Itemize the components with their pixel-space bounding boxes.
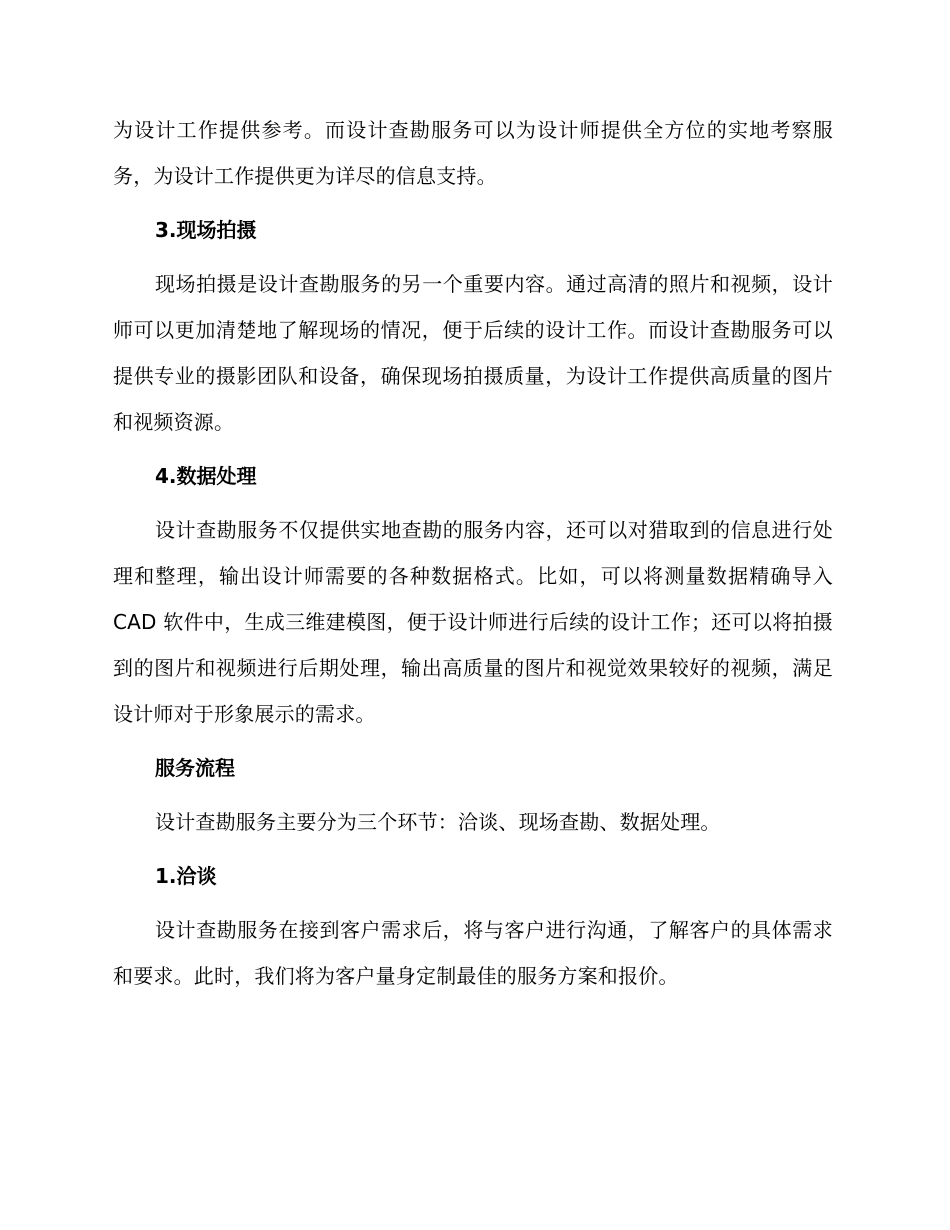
heading-on-site-photography: 3.现场拍摄 <box>155 218 257 242</box>
paragraph-negotiation: 设计查勘服务在接到客户需求后，将与客户进行沟通，了解客户的具体需求和要求。此时，我们将为客户量身定制最佳的服务方案和报价。 <box>113 918 833 988</box>
paragraph-intro-continuation: 为设计工作提供参考。而设计查勘服务可以为设计师提供全方位的实地考察服务，为设计工作提供更为详尽的信息支持。 <box>113 118 833 188</box>
document-body <box>113 107 833 999</box>
paragraph-on-site-photography: 现场拍摄是设计查勘服务的另一个重要内容。通过高清的照片和视频，设计师可以更加清楚地了解现场的情况，便于后续的设计工作。而设计查勘服务可以提供专业的摄影团队和设备，确保现场拍摄质量，为设计工作提供高质量的图片和视频资源。 <box>113 272 833 434</box>
heading-service-process: 服务流程 <box>155 756 235 780</box>
heading-negotiation: 1.洽谈 <box>155 864 217 888</box>
heading-data-processing: 4.数据处理 <box>155 464 257 488</box>
paragraph-data-processing: 设计查勘服务不仅提供实地查勘的服务内容，还可以对猎取到的信息进行处理和整理，输出设计师需要的各种数据格式。比如，可以将测量数据精确导入 CAD 软件中，生成三维建模图，便于设计师进行后续的设计工作；还可以将拍摄到的图片和视频进行后期处理，输出高质量的图片和视觉效果较好的视频，满足设计师对于形象展示的需求。 <box>113 518 833 726</box>
paragraph-service-process: 设计查勘服务主要分为三个环节：洽谈、现场查勘、数据处理。 <box>155 810 721 834</box>
